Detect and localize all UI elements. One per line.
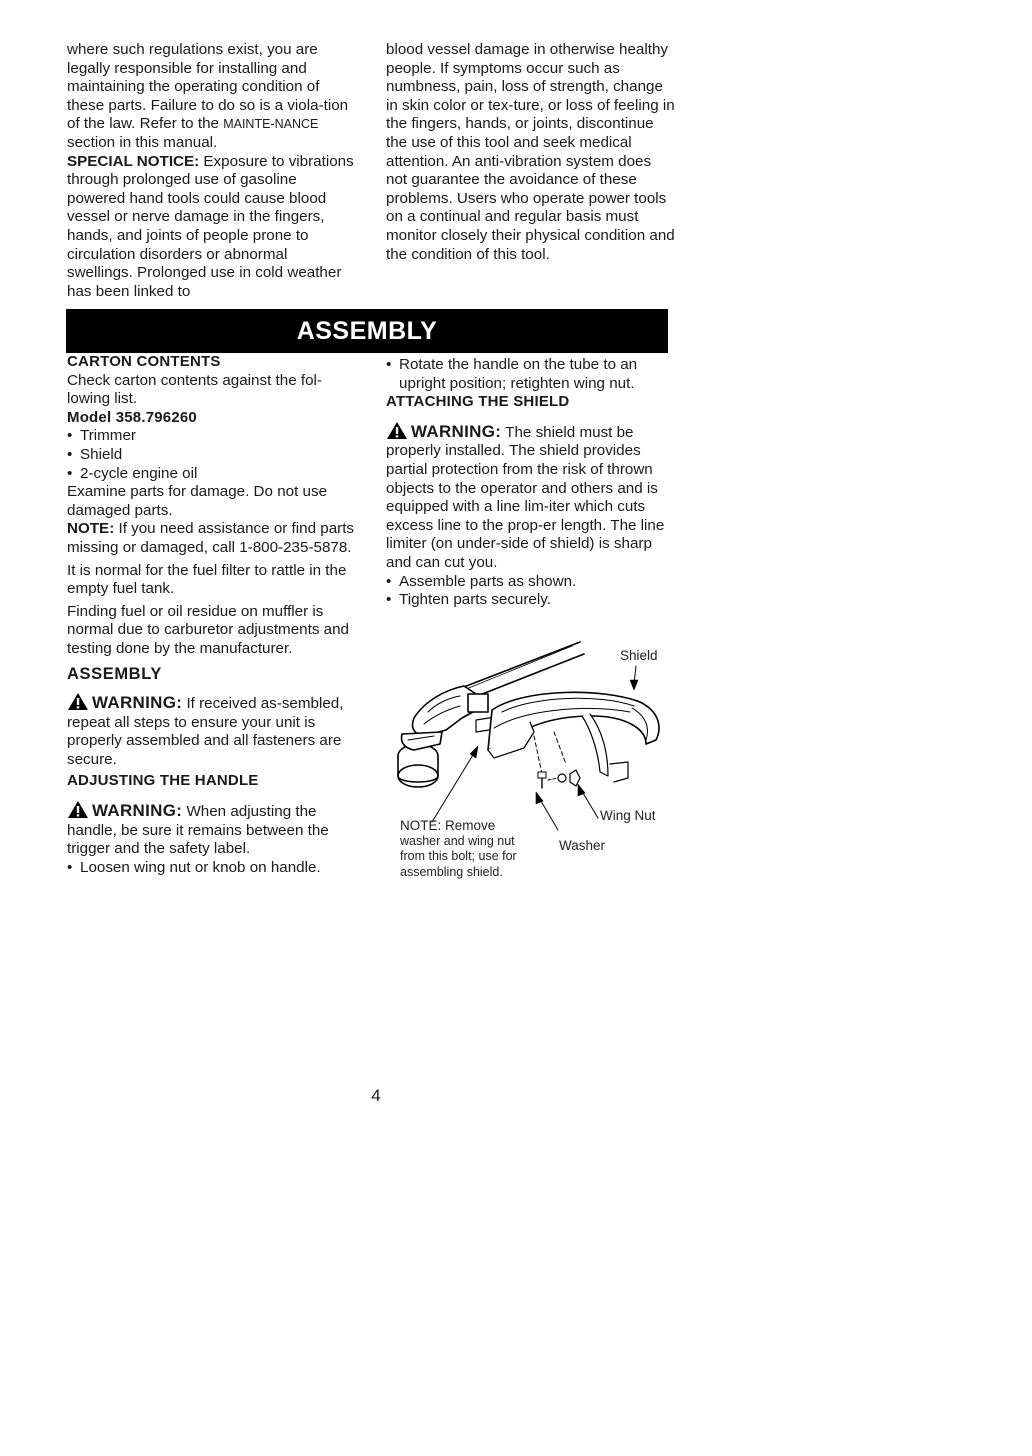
shield-assembly-figure — [384, 632, 684, 912]
lower-left-column — [67, 353, 357, 877]
vibration-paragraph: blood vessel damage in otherwise healthy people. If symptoms occur such as numbness, pain, loss of strength, change in skin color or tex-ture, or loss of feeling in the fingers, hands, or joints, discontinue the use of this tool and seek medical attention. An anti-vibration system does not guarantee the avoidance of these problems. Users who operate power tools on a continual and regular basis must monitor closely their physical condition and the condition of this tool. — [386, 41, 675, 263]
warning-icon — [386, 421, 408, 440]
lower-right-column — [386, 356, 676, 610]
carton-contents-heading: CARTON CONTENTS — [67, 353, 221, 370]
fuel-filter-text: It is normal for the fuel filter to rattle in the empty fuel tank. — [67, 561, 347, 598]
warning-icon — [67, 692, 89, 711]
warning-icon — [67, 800, 89, 819]
adjusting-handle-heading: ADJUSTING THE HANDLE — [67, 772, 259, 790]
top-left-column — [67, 41, 357, 301]
examine-text: Examine parts for damage. Do not use damaged parts. — [67, 483, 328, 519]
carton-intro: Check carton contents against the fol-lowing list. — [67, 371, 322, 408]
washer-label: Washer — [559, 838, 606, 853]
regulations-paragraph: where such regulations exist, you are legally responsible for installing and maintaining the operating condition of these parts. Failure to do so is a viola-tion of the law. Refer to the MAINTE-NANCE section in this manual. — [67, 41, 349, 151]
assembly-heading: ASSEMBLY — [67, 664, 162, 683]
list-item: • Rotate the handle on the tube to an upright position; retighten wing nut. — [386, 356, 676, 393]
list-item: • Assemble parts as shown. — [386, 573, 676, 592]
list-item: • Tighten parts securely. — [386, 591, 676, 610]
note-paragraph: NOTE: If you need assistance or find parts missing or damaged, call 1-800-235-5878. — [67, 520, 355, 556]
note-heading: NOTE: Remove — [400, 818, 496, 833]
assembly-warning: WARNING: If received as-sembled, repeat all steps to ensure your unit is properly assembled and all fasteners are secure. — [67, 693, 344, 768]
handle-warning: WARNING: When adjusting the handle, be sure it remains between the trigger and the safety label. — [67, 801, 329, 858]
section-banner: ASSEMBLY — [66, 309, 668, 353]
residue-text: Finding fuel or oil residue on muffler is normal due to carburetor adjustments and testing done by the manufacturer. — [67, 602, 349, 657]
shield-warning: WARNING: The shield must be properly installed. The shield provides partial protection from the risk of thrown objects to the operator and others and is equipped with a line lim-iter which cuts excess line to the prop-er length. The line limiter (on under-side of shield) is sharp and can cut you. — [386, 421, 665, 571]
attaching-shield-heading: ATTACHING THE SHIELD — [386, 393, 570, 411]
list-item: • Shield — [67, 446, 357, 465]
list-item: • Loosen wing nut or knob on handle. — [67, 859, 357, 878]
list-item: • 2-cycle engine oil — [67, 465, 357, 484]
note-body: washer and wing nut from this bolt; use for assembling shield. — [400, 833, 517, 879]
figure-note — [400, 818, 540, 880]
model-number: Model 358.796260 — [67, 408, 197, 426]
shield-label: Shield — [620, 648, 658, 663]
page-number: 4 — [371, 1086, 381, 1105]
list-item: • Trimmer — [67, 427, 357, 446]
special-notice: SPECIAL NOTICE: Exposure to vibrations through prolonged use of gasoline powered hand tools could cause blood vessel or nerve damage in the fingers, hands, and joints of people prone to circulation disorders or abnormal swellings. Prolonged use in cold weather has been linked to — [67, 152, 354, 300]
wing-nut-label: Wing Nut — [600, 808, 656, 823]
top-right-column — [386, 41, 676, 264]
